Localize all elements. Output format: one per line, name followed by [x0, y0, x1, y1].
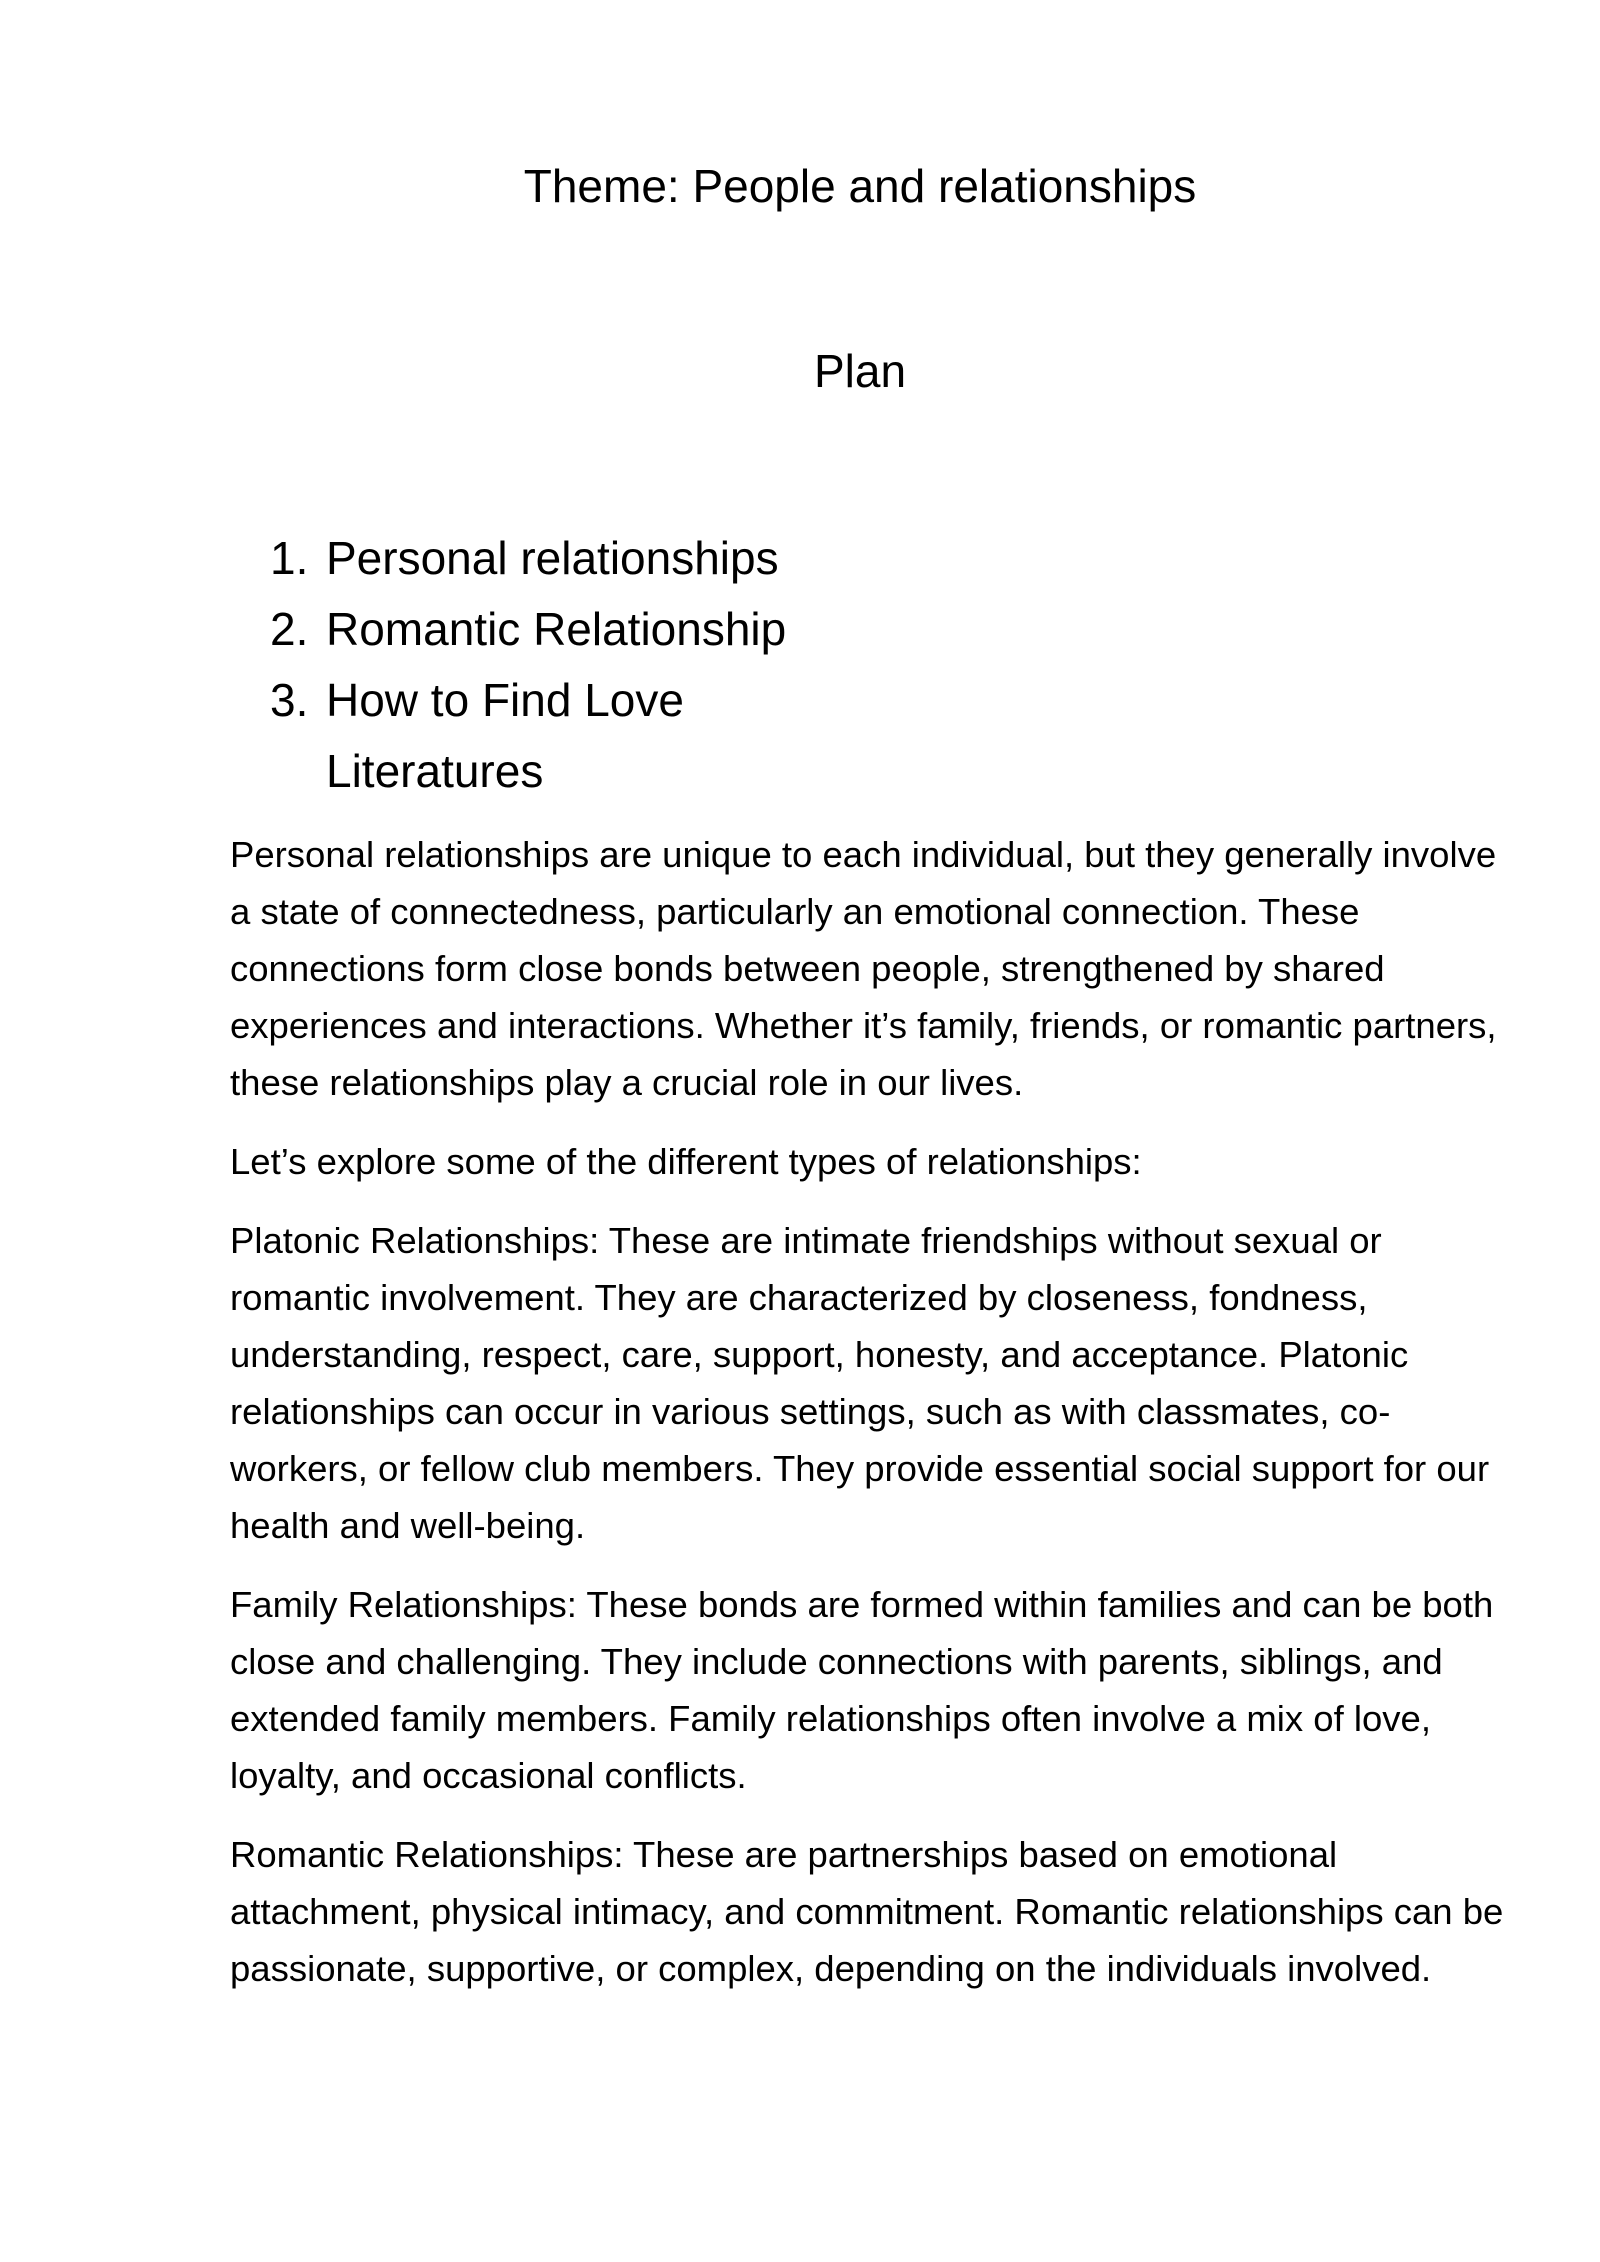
body-paragraph: Platonic Relationships: These are intimate friendships without sexual or romantic involvement. They are characterized by closeness, fondness, understanding, respect, care, support, honesty, and acceptance. Platonic relationships can occur in various settings, such as with classmates, co-workers, or fellow club members. They provide essential social support for our health and well-being. [230, 1220, 1490, 1546]
plan-item-number: 3. [270, 674, 309, 726]
document-title: Theme: People and relationships [523, 160, 1197, 212]
body-paragraph: Romantic Relationships: These are partnerships based on emotional attachment, physical intimacy, and commitment. Romantic relationships can be passionate, supportive, or complex, depending on the individuals involved. [230, 1834, 1504, 1989]
plan-item [270, 665, 786, 736]
plan-item-label: Romantic Relationship [326, 603, 787, 655]
plan-item [270, 594, 786, 665]
plan-item-label: How to Find Love [326, 674, 684, 726]
body-paragraph: Personal relationships are unique to each individual, but they generally involve a state of connectedness, particularly an emotional connection. These connections form close bonds between people, strengthened by shared experiences and interactions. Whether it’s family, friends, or romantic partners, these relationships play a crucial role in our lives. [230, 834, 1497, 1103]
plan-item [270, 523, 786, 594]
plan-item-label: Personal relationships [326, 532, 779, 584]
document-body [230, 826, 1520, 2019]
plan-heading: Plan [813, 345, 907, 397]
body-paragraph: Family Relationships: These bonds are formed within families and can be both close and challenging. They include connections with parents, siblings, and extended family members. Family relationships often involve a mix of love, loyalty, and occasional conflicts. [230, 1584, 1494, 1796]
body-paragraph: Let’s explore some of the different types of relationships: [230, 1141, 1142, 1182]
plan-item-number: 2. [270, 603, 309, 655]
plan-item-number: 1. [270, 532, 309, 584]
plan-extra-line: Literatures [326, 745, 544, 797]
plan-list [270, 523, 786, 807]
